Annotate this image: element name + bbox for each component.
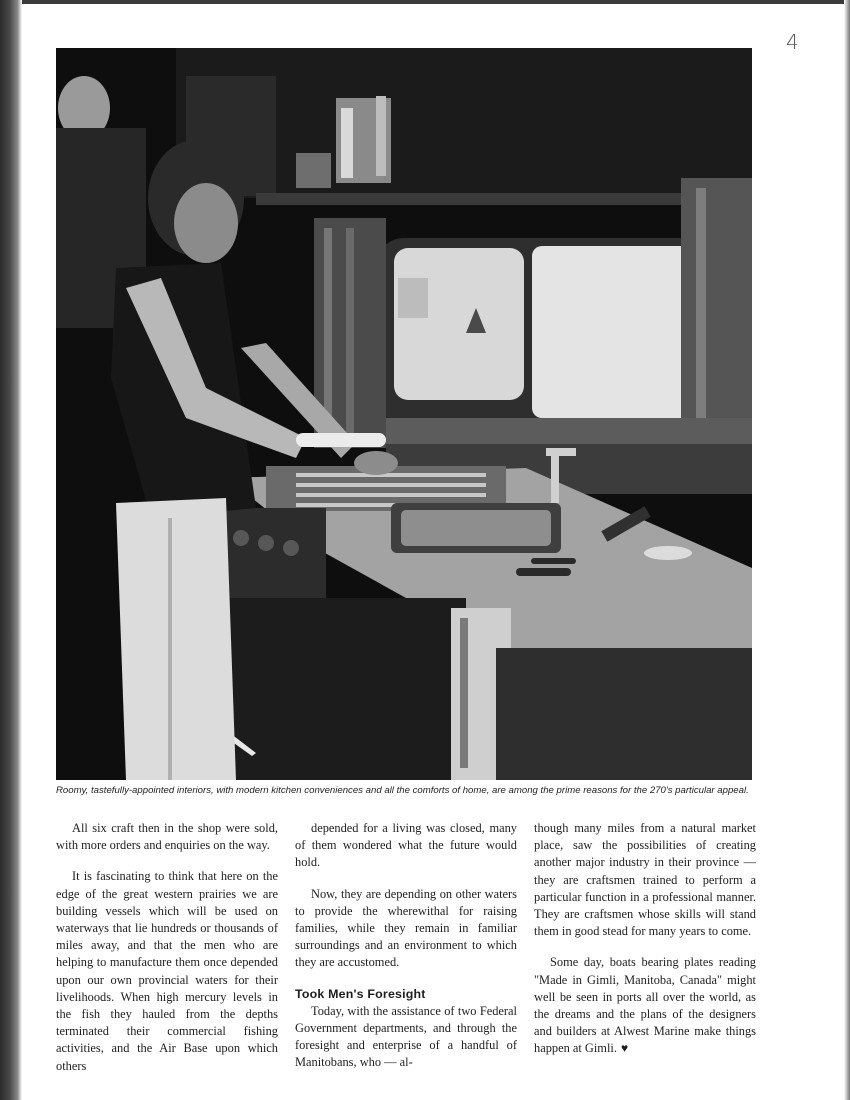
paragraph: Today, with the assistance of two Federal Government departments, and through the foresight and enterprise of a handful of Manitobans, who — al- [295,1003,517,1070]
paragraph: though many miles from a natural market place, saw the possibilities of creating another major industry in their province — they are craftsmen trained to perform a particular function in a professional manner. They are craftsmen whose skills will stand them in good stead for many years to come. [534,821,756,939]
article-column-2 [295,820,517,1086]
paragraph: Now, they are depending on other waters to provide the wherewithal for raising families, while they remain in familiar surroundings and an environment to which they are accustomed. [295,886,517,970]
paragraph: depended for a living was closed, many of them wondered what the future would hold. [295,821,517,870]
paragraph-closing [534,954,756,1057]
paragraph-text: Some day, boats bearing plates reading "Made in Gimli, Manitoba, Canada" might well be seen in ports all over the world, as the dreams and the plans of the designers and builders at Alwest Marine make things happen at Gimli. [534,955,756,1056]
scan-binding-shadow [0,0,22,1100]
galley-photograph [56,48,752,780]
paragraph: It is fascinating to think that here on the edge of the great western prairies we are building vessels which will be used on waterways that lie hundreds or thousands of miles away, and that the men who are helping to manufacture them once depended upon our own provincial waters for their livelihoods. When high mercury levels in the fish they hauled from the depths terminated their commercial fishing activities, and the Air Base upon which others [56,869,278,1073]
article-column-1 [56,820,278,1089]
scan-top-edge [0,0,850,4]
section-heading: Took Men's Foresight [295,986,426,1001]
page-number: 4 [786,30,799,54]
article-column-3 [534,820,756,1072]
paragraph: All six craft then in the shop were sold, with more orders and enquiries on the way. [56,821,278,853]
scan-right-edge [844,0,850,1100]
photo-caption: Roomy, tastefully-appointed interiors, with modern kitchen conveniences and all the comforts of home, are among the prime reasons for the 270's particular appeal. [56,785,749,796]
end-mark-icon: ♥ [620,1041,629,1056]
